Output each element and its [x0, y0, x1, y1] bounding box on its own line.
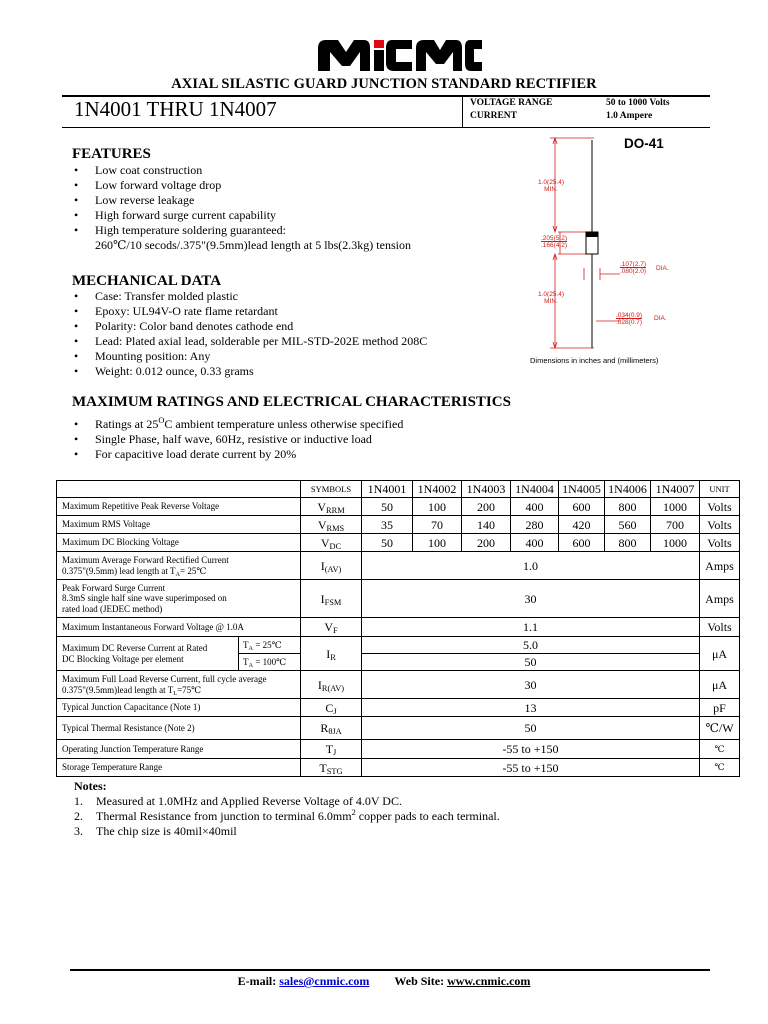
row-symbol: [301, 498, 362, 516]
header-rule-bottom: [62, 127, 710, 128]
desc-line: rated load (JEDEC method): [62, 603, 163, 614]
text-sub: L: [173, 689, 178, 697]
row-description: [57, 580, 301, 618]
table-row: [57, 552, 740, 580]
cell-value: 1000: [651, 498, 700, 516]
desc-line: Maximum Average Forward Rectified Current: [62, 555, 229, 566]
note-item: [74, 794, 500, 809]
symbol: V: [317, 517, 327, 532]
text-sub: A: [175, 570, 181, 578]
table-row: [57, 516, 740, 534]
cell-value: 5.0: [362, 637, 700, 654]
features-list: [72, 163, 411, 253]
condition: [239, 637, 301, 654]
cell-value: 50: [362, 654, 700, 671]
list-item: [72, 417, 403, 432]
symbol: V: [320, 535, 330, 550]
note-item: [74, 809, 500, 824]
text-sub: A: [248, 644, 254, 652]
part-header: 1N4007: [651, 481, 700, 498]
symbol-sub: RMS: [326, 523, 345, 533]
cell-value: 50: [362, 717, 700, 740]
dim-diameter: [620, 261, 646, 275]
row-description: [57, 671, 301, 699]
list-item: • Low reverse leakage: [72, 193, 411, 208]
list-item: • Weight: 0.012 ounce, 0.33 grams: [72, 364, 427, 379]
dim-lead-bottom: [538, 291, 564, 305]
symbol-sub: J: [333, 706, 337, 716]
desc-line: Maximum Full Load Reverse Current, full cycle average: [62, 674, 267, 685]
note-item: [74, 824, 500, 839]
dim-lead-top: [538, 179, 564, 193]
row-description: Maximum Instantaneous Forward Voltage @ 1.0A: [57, 618, 301, 637]
table-row: [57, 618, 740, 637]
list-item: • Lead: Plated axial lead, solderable per MIL-STD-202E method 208C: [72, 334, 427, 349]
list-item: • Epoxy: UL94V-O rate flame retardant: [72, 304, 427, 319]
desc-line: 8.3mS single half sine wave superimposed on: [62, 593, 227, 604]
list-item: • Case: Transfer molded plastic: [72, 289, 427, 304]
text: 0.375"(9.5mm)lead length at T: [62, 684, 174, 695]
dim-dia-label: DIA.: [654, 315, 667, 322]
row-symbol: [301, 618, 362, 637]
features-heading: FEATURES: [72, 146, 151, 162]
text: = 25℃: [253, 639, 282, 650]
list-item: • High temperature soldering guaranteed:: [72, 223, 411, 238]
table-row: [57, 671, 740, 699]
cell-value: 1.1: [362, 618, 700, 637]
cell-value: 1000: [651, 534, 700, 552]
cell-value: 35: [362, 516, 413, 534]
cell-value: 600: [559, 534, 605, 552]
cell-value: 200: [462, 534, 511, 552]
row-description: [57, 637, 239, 671]
part-range: 1N4001 THRU 1N4007: [74, 97, 277, 121]
list-item: • Mounting position: Any: [72, 349, 427, 364]
table-row: [57, 699, 740, 717]
text: T: [243, 656, 249, 667]
ratings-heading: MAXIMUM RATINGS AND ELECTRICAL CHARACTERISTICS: [72, 394, 511, 410]
list-item: • Single Phase, half wave, 60Hz, resistive or inductive load: [72, 432, 403, 447]
cell-value: 420: [559, 516, 605, 534]
note-number: 2.: [74, 809, 83, 823]
text: T: [243, 639, 249, 650]
cell-value: 30: [362, 580, 700, 618]
ratings-table: [56, 480, 740, 777]
cell-value: 400: [511, 534, 559, 552]
cell-unit: Volts: [700, 516, 740, 534]
part-header: 1N4004: [511, 481, 559, 498]
note-text: copper pads to each terminal.: [355, 809, 500, 823]
superscript: O: [158, 416, 165, 425]
cell-value: -55 to +150: [362, 759, 700, 777]
symbol: V: [324, 620, 333, 634]
table-row: [57, 717, 740, 740]
dim-dia-label: DIA.: [656, 265, 669, 272]
note-text: Thermal Resistance from junction to terminal 6.0mm: [96, 809, 352, 823]
symbol: C: [325, 700, 334, 715]
text: = 25℃: [180, 565, 207, 576]
part-header: 1N4003: [462, 481, 511, 498]
desc-line: [62, 685, 298, 695]
symbol: R: [320, 721, 329, 735]
voltage-range-label: VOLTAGE RANGE: [470, 98, 553, 108]
row-description: Maximum Repetitive Peak Reverse Voltage: [57, 498, 301, 516]
company-logo: [316, 38, 482, 72]
symbol-sub: RRM: [326, 505, 345, 515]
dim-text: .028(0.7): [616, 319, 643, 327]
website-link[interactable]: www.cnmic.com: [447, 974, 531, 988]
table-row: [57, 534, 740, 552]
cell-value: 13: [362, 699, 700, 717]
mechanical-list: [72, 289, 427, 379]
cell-value: 100: [413, 534, 462, 552]
symbol: I: [320, 591, 325, 606]
cell-unit: μA: [700, 637, 740, 671]
superscript: 2: [351, 808, 356, 817]
cell-unit: Volts: [700, 534, 740, 552]
cell-value: 50: [362, 534, 413, 552]
document-title: AXIAL SILASTIC GUARD JUNCTION STANDARD RECTIFIER: [171, 76, 597, 92]
cell-value: 1.0: [362, 552, 700, 580]
part-header: 1N4005: [559, 481, 605, 498]
dimension-note: Dimensions in inches and (millimeters): [530, 356, 659, 365]
desc-line: DC Blocking Voltage per element: [62, 653, 184, 664]
dim-body: [541, 235, 567, 249]
symbol-sub: DC: [329, 541, 342, 551]
part-header: 1N4001: [362, 481, 413, 498]
table-row: [57, 637, 740, 654]
row-description: [57, 552, 301, 580]
ratings-list: [72, 417, 403, 462]
note-text: The chip size is 40mil×40mil: [96, 824, 237, 838]
symbol-sub: FSM: [324, 597, 342, 607]
dim-text: .107(2.7): [620, 261, 647, 268]
list-item: • High forward surge current capability: [72, 208, 411, 223]
symbol-sub: R(AV): [321, 683, 345, 693]
notes-list: [74, 794, 500, 839]
package-name: DO-41: [624, 136, 664, 151]
cell-value: 800: [605, 498, 651, 516]
table-row: [57, 740, 740, 759]
note-number: 1.: [74, 794, 83, 808]
website-label: Web Site:: [394, 974, 448, 988]
part-header: 1N4006: [605, 481, 651, 498]
cell-value: 400: [511, 498, 559, 516]
list-item: • Polarity: Color band denotes cathode end: [72, 319, 427, 334]
text: 0.375"(9.5mm) lead length at T: [62, 565, 176, 576]
row-symbol: [301, 740, 362, 759]
cell-unit: Amps: [700, 580, 740, 618]
unit-header: UNIT: [700, 481, 740, 498]
cell-unit: Amps: [700, 552, 740, 580]
row-description: Maximum RMS Voltage: [57, 516, 301, 534]
cell-unit: pF: [700, 699, 740, 717]
desc-line: Maximum DC Reverse Current at Rated: [62, 643, 208, 654]
dim-text: .205(5.2): [541, 235, 568, 242]
text: =75℃: [177, 684, 202, 695]
symbol: I: [326, 646, 331, 661]
symbol-sub: STG: [326, 766, 343, 776]
current-label: CURRENT: [470, 111, 517, 121]
symbol-sub: θJA: [328, 727, 342, 736]
symbol: T: [325, 742, 334, 756]
symbols-header: SYMBOLS: [301, 481, 362, 498]
cell-value: 70: [413, 516, 462, 534]
list-item: • For capacitive load derate current by 20%: [72, 447, 403, 462]
text: C ambient temperature unless otherwise specified: [164, 417, 404, 431]
symbol: I: [317, 677, 322, 692]
cell-value: 100: [413, 498, 462, 516]
cell-value: 30: [362, 671, 700, 699]
row-symbol: [301, 637, 362, 671]
table-header-blank: [57, 481, 301, 498]
header-divider: [462, 96, 463, 127]
dim-text: MIN.: [544, 186, 558, 194]
row-symbol: [301, 671, 362, 699]
symbol-sub: F: [333, 626, 338, 635]
row-description: Operating Junction Temperature Range: [57, 740, 301, 759]
row-description: Storage Temperature Range: [57, 759, 301, 777]
table-row: [57, 759, 740, 777]
email-link[interactable]: sales@cnmic.com: [279, 974, 370, 988]
dim-text: .166(4.2): [541, 242, 568, 250]
symbol-sub: R: [330, 652, 336, 662]
desc-line: Peak Forward Surge Current: [62, 582, 166, 593]
dim-text: .080(2.0): [620, 268, 647, 276]
row-description: Typical Junction Capacitance (Note 1): [57, 699, 301, 717]
cell-value: 600: [559, 498, 605, 516]
cell-unit: ℃/W: [700, 717, 740, 740]
condition: [239, 654, 301, 671]
list-item-continuation: 260℃/10 secods/.375"(9.5mm)lead length at 5 lbs(2.3kg) tension: [95, 238, 411, 252]
table-row: [57, 580, 740, 618]
dim-text: .034(0.9): [616, 312, 643, 319]
footer-rule: [70, 969, 710, 971]
cell-unit: ℃: [700, 759, 740, 777]
note-text: Measured at 1.0MHz and Applied Reverse Voltage of 4.0V DC.: [96, 794, 402, 808]
dim-text: 1.0(25.4): [538, 291, 565, 298]
row-description: Typical Thermal Resistance (Note 2): [57, 717, 301, 740]
cell-value: -55 to +150: [362, 740, 700, 759]
current-value: 1.0 Ampere: [606, 111, 653, 121]
cell-value: 200: [462, 498, 511, 516]
note-number: 3.: [74, 824, 83, 838]
row-symbol: [301, 759, 362, 777]
row-symbol: [301, 717, 362, 740]
symbol: I: [320, 558, 325, 573]
text: Ratings at 25: [95, 417, 159, 431]
dim-text: 1.0(25.4): [538, 179, 565, 186]
text-sub: A: [248, 661, 254, 669]
row-symbol: [301, 552, 362, 580]
symbol-sub: J: [333, 748, 337, 757]
cell-unit: Volts: [700, 498, 740, 516]
table-header-row: [57, 481, 740, 498]
list-item: • Low forward voltage drop: [72, 178, 411, 193]
footer: [0, 974, 768, 989]
part-header: 1N4002: [413, 481, 462, 498]
email-label: E-mail:: [237, 974, 280, 988]
mechanical-heading: MECHANICAL DATA: [72, 273, 222, 289]
desc-line: [62, 566, 298, 576]
cell-value: 50: [362, 498, 413, 516]
cell-value: 800: [605, 534, 651, 552]
text: = 100℃: [253, 656, 287, 667]
row-symbol: [301, 580, 362, 618]
row-description: Maximum DC Blocking Voltage: [57, 534, 301, 552]
cell-unit: μA: [700, 671, 740, 699]
dim-text: MIN.: [544, 298, 558, 306]
cell-unit: Volts: [700, 618, 740, 637]
row-symbol: [301, 516, 362, 534]
cell-value: 700: [651, 516, 700, 534]
row-symbol: [301, 534, 362, 552]
list-item: • Low coat construction: [72, 163, 411, 178]
dim-wire: [616, 312, 642, 326]
symbol: V: [317, 499, 327, 514]
cell-unit: ℃: [700, 740, 740, 759]
cell-value: 140: [462, 516, 511, 534]
cell-value: 280: [511, 516, 559, 534]
table-row: [57, 498, 740, 516]
symbol-sub: (AV): [324, 564, 342, 574]
cell-value: 560: [605, 516, 651, 534]
notes-heading: Notes:: [74, 779, 107, 793]
voltage-range-value: 50 to 1000 Volts: [606, 98, 670, 108]
row-symbol: [301, 699, 362, 717]
symbol: T: [319, 760, 327, 775]
